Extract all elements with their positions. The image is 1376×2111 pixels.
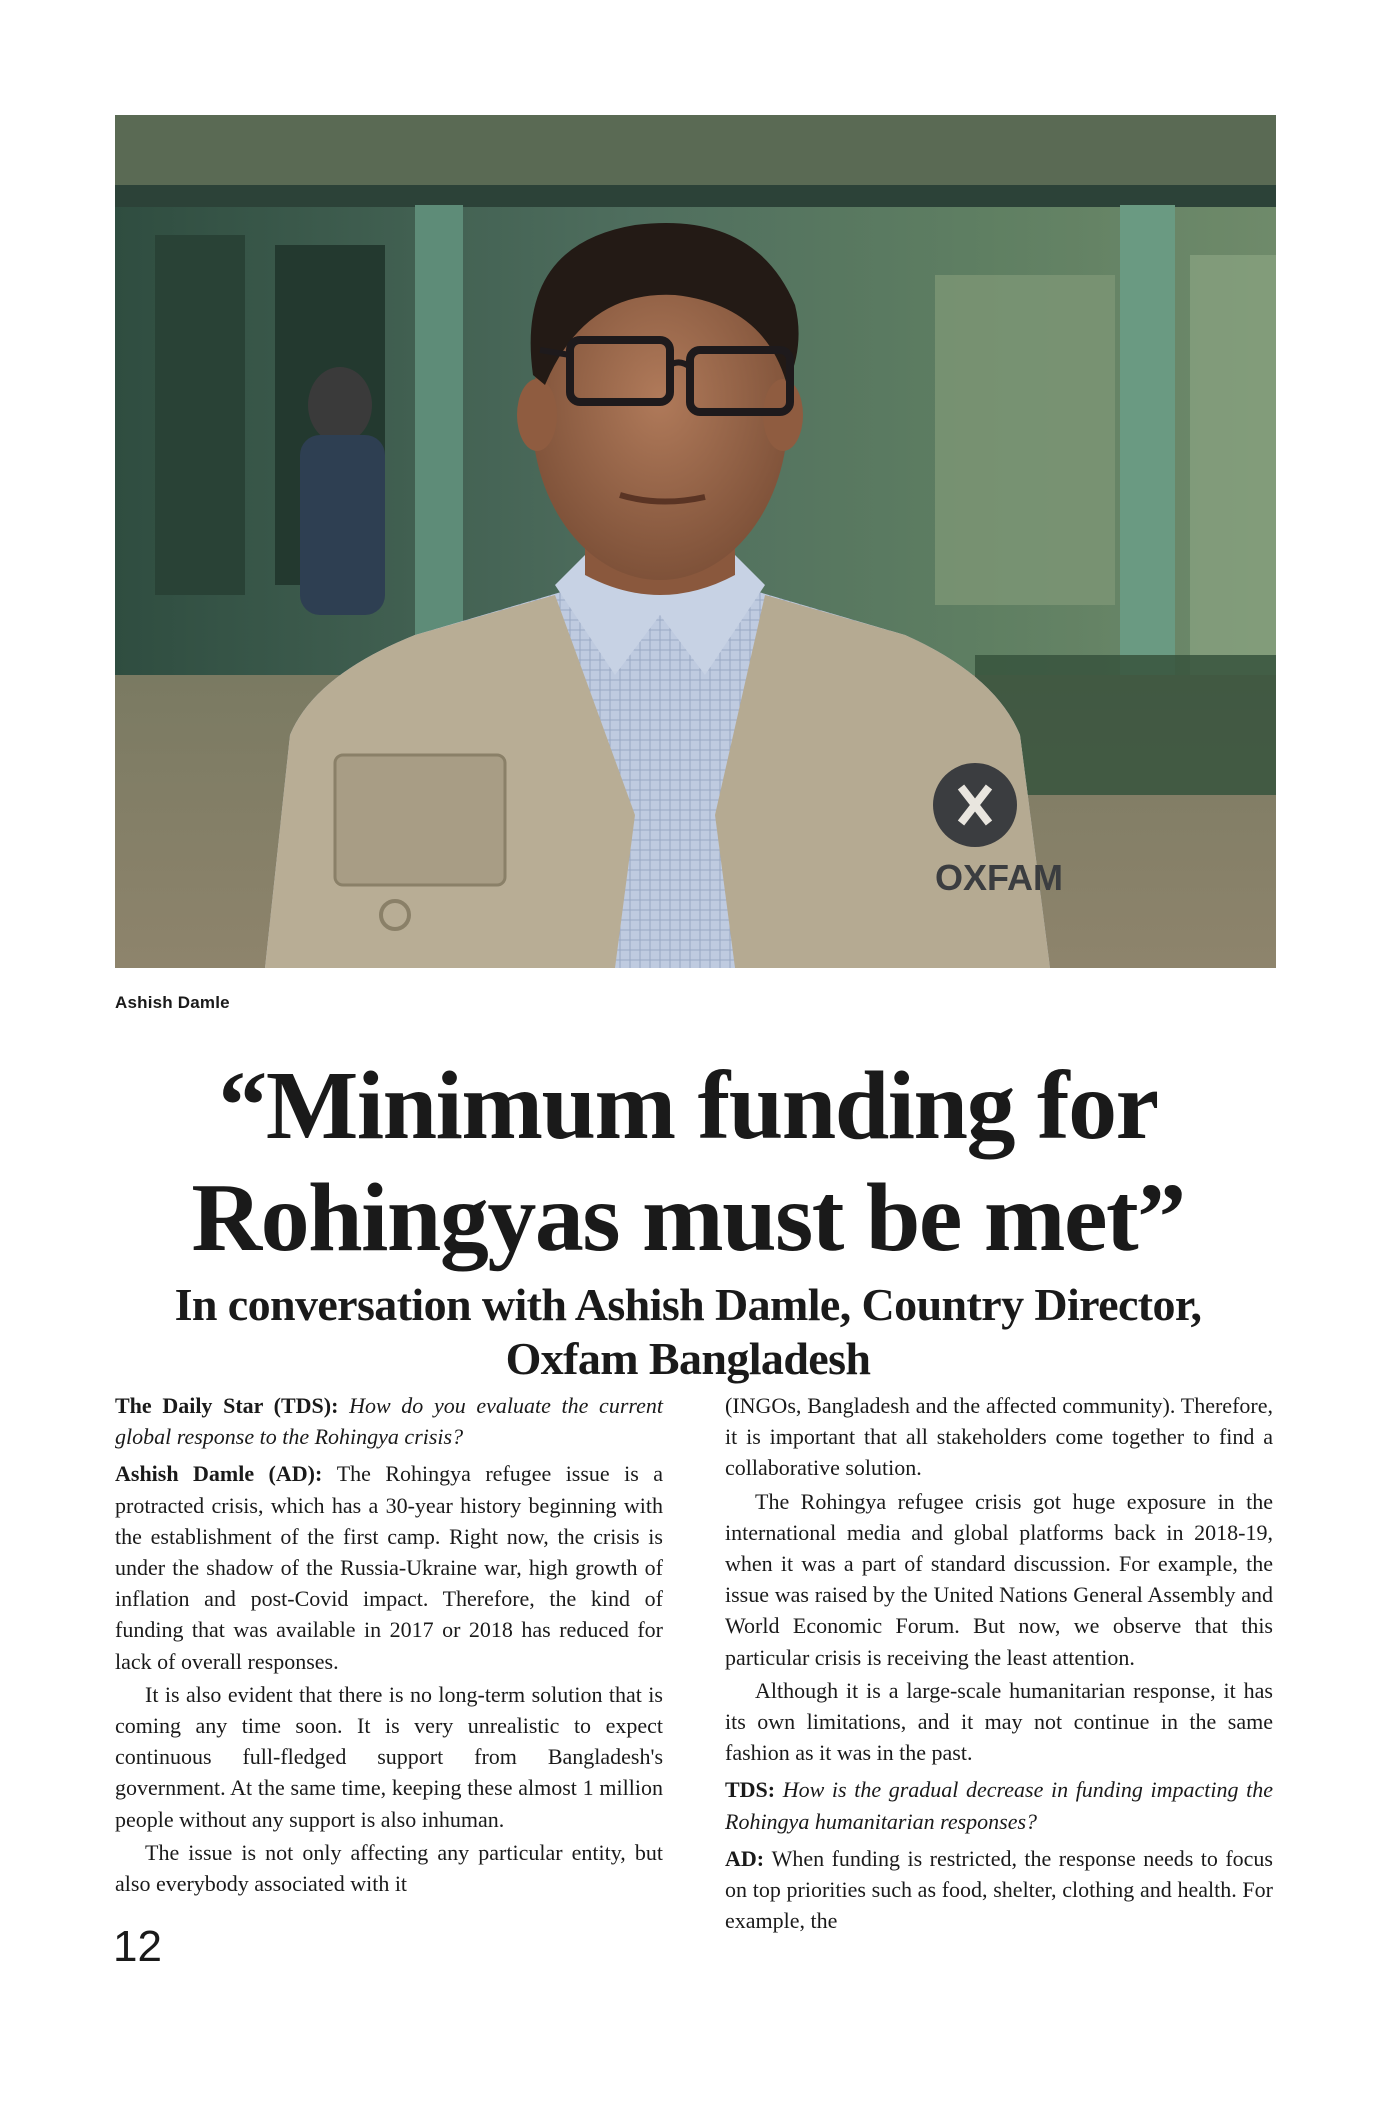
- subhead-line-1: In conversation with Ashish Damle, Country Director,: [174, 1279, 1202, 1330]
- portrait-illustration: [115, 115, 1276, 968]
- a1-speaker: Ashish Damle (AD):: [115, 1461, 337, 1487]
- photo-caption: Ashish Damle: [115, 993, 230, 1012]
- right-paragraph-2: The Rohingya refugee crisis got huge exposure in the international media and global platforms back in 2018-19, when it was a part of standard discussion. For example, the issue was raised by the United Nations General Assembly and World Economic Forum. But now, we observe that this particular crisis is receiving the least attention.: [725, 1488, 1273, 1670]
- subheadline: [80, 1278, 1296, 1386]
- question-1: [115, 1390, 663, 1452]
- answer-2: [725, 1843, 1273, 1937]
- a2-text: When funding is restricted, the response needs to focus on top priorities such as food, shelter, clothing and health. For example, the: [725, 1845, 1273, 1934]
- answer-1: [115, 1458, 663, 1676]
- q2-text: How is the gradual decrease in funding impacting the Rohingya humanitarian responses?: [725, 1777, 1274, 1834]
- left-paragraph-2: It is also evident that there is no long-term solution that is coming any time soon. It is very unrealistic to expect continuous full-fledged support from Bangladesh's government. At the same time, keeping these almost 1 million people without any support is also inhuman.: [115, 1681, 663, 1832]
- headline-line-1: “Minimum funding for: [218, 1052, 1158, 1160]
- oxfam-vest-text: OXFAM: [935, 857, 1064, 898]
- q1-text: How do you evaluate the current global response to the Rohingya crisis?: [115, 1393, 664, 1450]
- portrait-photo: [115, 115, 1276, 968]
- a2-speaker: AD:: [725, 1845, 772, 1871]
- page-number: 12: [113, 1922, 162, 1971]
- q2-speaker: TDS:: [725, 1777, 783, 1803]
- q1-speaker: The Daily Star (TDS):: [115, 1393, 350, 1418]
- article-column-right: [725, 1390, 1273, 1936]
- headline-line-2: Rohingyas must be met”: [191, 1164, 1185, 1272]
- a1-text: The Rohingya refugee issue is a protracted crisis, which has a 30-year history beginning with the establishment of the first camp. Right now, the crisis is under the shadow of the Russia-Ukraine war, high growth of inflation and post-Covid impact. Therefore, the kind of funding that was available in 2017 or 2018 has reduced for lack of overall responses.: [115, 1461, 663, 1674]
- article-column-left: [115, 1390, 663, 1899]
- right-paragraph-1: (INGOs, Bangladesh and the affected community). Therefore, it is important that all stakeholders come together to find a collaborative solution.: [725, 1393, 1273, 1481]
- question-2: [725, 1774, 1273, 1836]
- subhead-line-2: Oxfam Bangladesh: [505, 1333, 871, 1384]
- right-paragraph-3: Although it is a large-scale humanitarian response, it has its own limitations, and it may not continue in the same fashion as it was in the past.: [725, 1677, 1273, 1766]
- left-paragraph-3: The issue is not only affecting any particular entity, but also everybody associated with it: [115, 1839, 663, 1897]
- headline: [80, 1050, 1296, 1274]
